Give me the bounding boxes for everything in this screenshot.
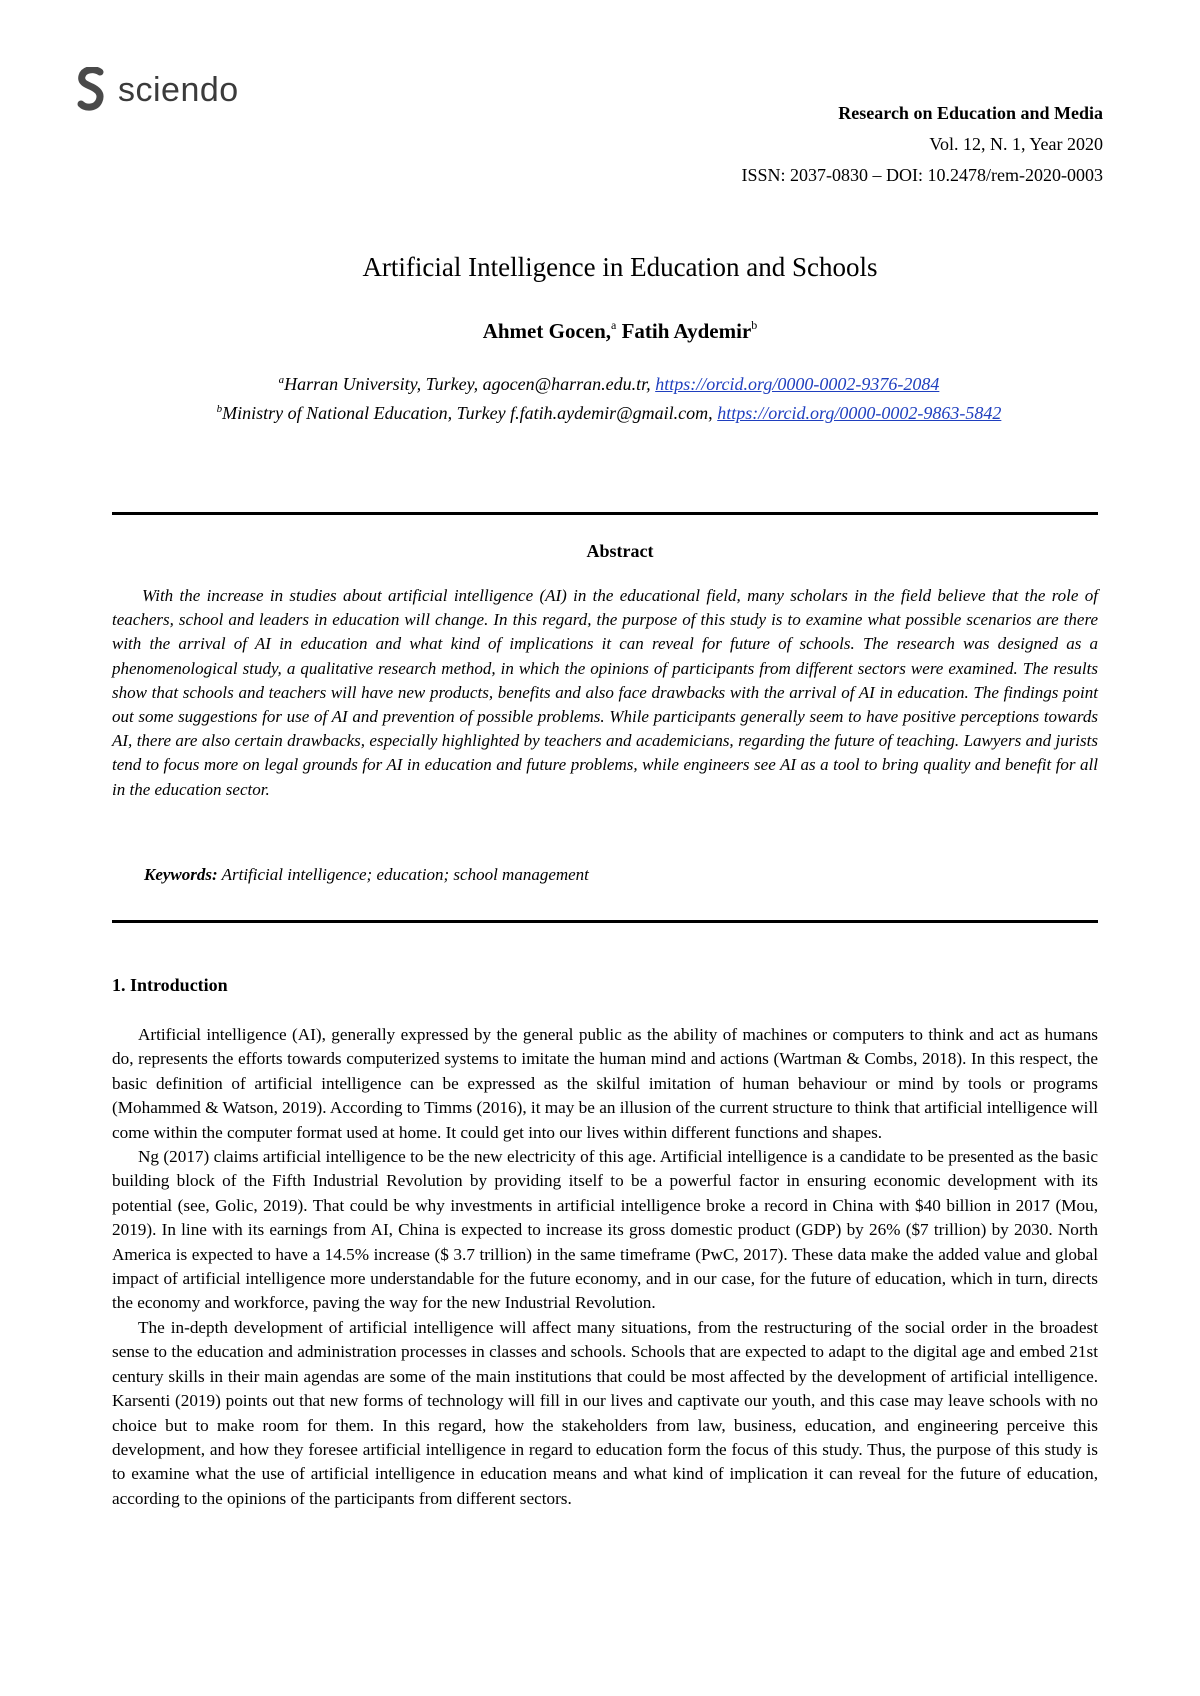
author-a-mark: a (611, 318, 617, 332)
author-a-name: Ahmet Gocen, (482, 319, 612, 343)
affiliation-a-orcid-link[interactable]: https://orcid.org/0000-0002-9376-2084 (655, 374, 940, 394)
affiliation-b-text: Ministry of National Education, Turkey f.fatih.aydemir@gmail.com, (222, 403, 718, 423)
paragraph: The in-depth development of artificial intelligence will affect many situations, from the restructuring of the social order in the broadest sense to the education and administration processes in classes and schools. Schools that are expected to adapt to the digital age and embed 21st century skills in their main agendas are some of the main institutions that could be most affected by the development of artificial intelligence. Karsenti (2019) points out that new forms of technology will fill in our lives and captivate our youth, and this case may leave schools with no choice but to make room for them. In this regard, how the stakeholders from law, business, education, and engineering perceive this development, and how they foresee artificial intelligence in regard to education form the focus of this study. Thus, the purpose of this study is to examine what the use of artificial intelligence in education means and what kind of implication it can reveal for the future of education, according to the opinions of the participants from different sectors. (112, 1317, 1098, 1508)
journal-info (742, 98, 1103, 191)
abstract-heading: Abstract (586, 541, 654, 561)
paragraph: Ng (2017) claims artificial intelligence to be the new electricity of this age. Artificial intelligence is a candidate to be presented as the basic building block of the Fifth Industrial Revolution by providing itself to be a powerful factor in ensuring economic development with its potential (see, Golic, 2019). That could be why investments in artificial intelligence broke a record in China with $40 billion in 2017 (Mou, 2019). In line with its earnings from AI, China is expected to increase its gross domestic product (GDP) by 26% ($7 trillion) by 2030. North America is expected to have a 14.5% increase ($ 3.7 trillion) in the same timeframe (PwC, 2017). These data make the added value and global impact of artificial intelligence more understandable for the future economy, and in our case, for the future of education, which in turn, directs the economy and workforce, paving the way for the new Industrial Revolution. (112, 1147, 1098, 1313)
keywords-label: Keywords: (144, 865, 218, 884)
logo-text: sciendo (118, 70, 239, 109)
author-b-mark: b (751, 318, 758, 332)
affiliation-a-mark: a (278, 374, 285, 386)
journal-name: Research on Education and Media (838, 103, 1103, 123)
paper-title: Artificial Intelligence in Education and Schools (362, 252, 878, 282)
affiliation-a (114, 374, 1104, 395)
journal-issn-doi: ISSN: 2037-0830 – DOI: 10.2478/rem-2020-0003 (741, 165, 1103, 185)
affiliation-a-text: Harran University, Turkey, agocen@harran.edu.tr, (284, 374, 656, 394)
divider-top (112, 512, 1098, 515)
author-b-name: Fatih Aydemir (616, 319, 752, 343)
publisher-logo (76, 62, 239, 118)
author-list (0, 318, 1200, 344)
affiliation-b (114, 403, 1104, 424)
sciendo-s-logo-icon (76, 67, 106, 113)
keywords-text: Artificial intelligence; education; school management (217, 865, 589, 884)
journal-volume: Vol. 12, N. 1, Year 2020 (929, 134, 1103, 154)
keywords (144, 865, 589, 885)
affiliation-b-mark: b (216, 403, 223, 415)
section-heading-introduction: 1. Introduction (112, 975, 228, 995)
introduction-body (112, 1023, 1098, 1511)
paragraph: Artificial intelligence (AI), generally expressed by the general public as the ability of machines or computers to think and act as humans do, represents the efforts towards computerized systems to imitate the human mind and actions (Wartman & Combs, 2018). In this respect, the basic definition of artificial intelligence can be expressed as the skilful imitation of human behaviour or mind by tools or programs (Mohammed & Watson, 2019). According to Timms (2016), it may be an illusion of the current structure to think that artificial intelligence will come within the computer format used at home. It could get into our lives within different functions and shapes. (112, 1025, 1098, 1142)
abstract-text: With the increase in studies about artificial intelligence (AI) in the educational field, many scholars in the field believe that the role of teachers, school and leaders in education will change. In this regard, the purpose of this study is to examine what possible scenarios are there with the arrival of AI in education and what kind of implications it can reveal for future of schools. The research was designed as a phenomenological study, a qualitative research method, in which the opinions of participants from different sectors were examined. The results show that schools and teachers will have new products, benefits and also face drawbacks with the arrival of AI in education. The findings point out some suggestions for use of AI and prevention of possible problems. While participants generally seem to have positive perceptions towards AI, there are also certain drawbacks, especially highlighted by teachers and academicians, regarding the future of teaching. Lawyers and jurists tend to focus more on legal grounds for AI in education and future problems, while engineers see AI as a tool to bring quality and benefit for all in the education sector. (112, 586, 1098, 799)
affiliation-b-orcid-link[interactable]: https://orcid.org/0000-0002-9863-5842 (717, 403, 1002, 423)
divider-bottom (112, 920, 1098, 923)
